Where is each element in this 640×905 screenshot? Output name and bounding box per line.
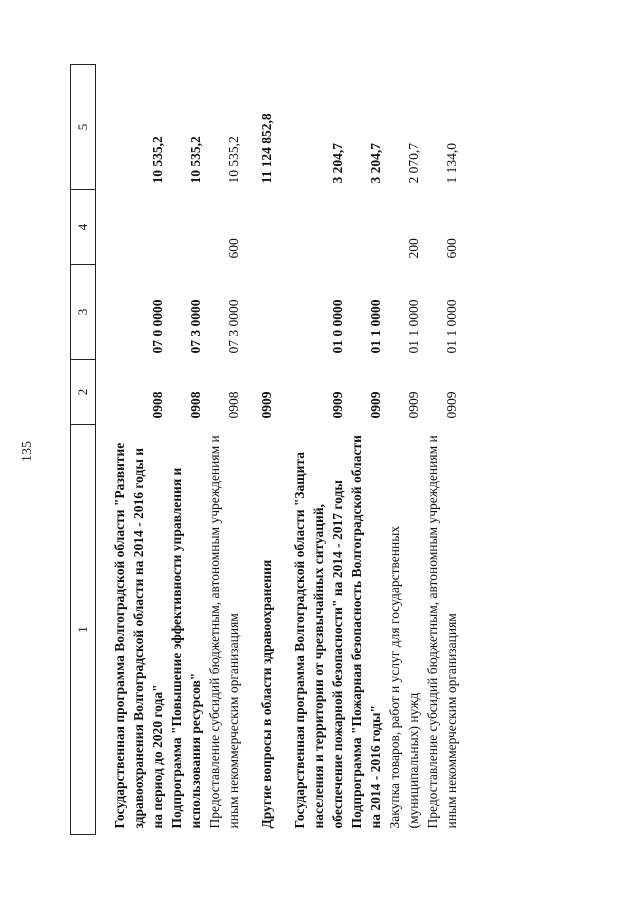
- row-type-cell: [290, 190, 347, 265]
- row-code-cell: 0908: [226, 391, 241, 419]
- header-row: [71, 65, 96, 835]
- row-amount-cell: 1 134,0: [444, 143, 459, 184]
- row-name-cell: Государственная программа Волгоградской области "Развитие здравоохранения Волгоградской области на 2014 - 2016 годы и на период до 2020 года": [112, 442, 165, 829]
- row-type-cell: [257, 190, 276, 265]
- table-row: [257, 65, 276, 835]
- row-name-cell: Подпрограмма "Пожарная безопасность Волгоградской области на 2014 - 2016 годы": [349, 435, 383, 829]
- table-row: [290, 65, 347, 835]
- row-type-cell: [347, 190, 385, 265]
- row-program-cell: 01 1 0000: [368, 299, 383, 354]
- budget-table: [70, 64, 461, 835]
- row-name-cell: Подпрограмма "Повышение эффективности управления и использования ресурсов": [169, 467, 203, 829]
- row-spacer: [243, 65, 257, 835]
- row-type-cell: 600: [444, 238, 459, 259]
- row-program-cell: [257, 265, 276, 360]
- table-row: [110, 65, 167, 835]
- row-amount-cell: 10 535,2: [188, 136, 203, 184]
- row-code-cell: 0909: [330, 391, 345, 419]
- row-name-cell: Закупка товаров, работ и услуг для государственных (муниципальных) нужд: [387, 525, 421, 829]
- header-col-5: 5: [71, 65, 96, 190]
- row-amount-cell: 2 070,7: [406, 143, 421, 184]
- row-amount-cell: 10 535,2: [226, 136, 241, 184]
- row-type-cell: 600: [226, 238, 241, 259]
- table-row: [167, 65, 205, 835]
- row-program-cell: 01 0 0000: [330, 299, 345, 354]
- row-amount-cell: 10 535,2: [150, 136, 165, 184]
- row-name-cell: Предоставление субсидий бюджетным, автономным учреждениям и иным некоммерческим организациям: [425, 435, 459, 829]
- rotated-table-frame: [70, 65, 610, 835]
- table-row: [423, 65, 461, 835]
- row-type-cell: 200: [406, 238, 421, 259]
- header-col-1: 1: [71, 425, 96, 835]
- row-amount-cell: 11 124 852,8: [259, 113, 274, 184]
- row-program-cell: 07 3 0000: [188, 299, 203, 354]
- row-spacer: [276, 65, 290, 835]
- row-code-cell: 0909: [259, 391, 274, 419]
- row-amount-cell: 3 204,7: [330, 143, 345, 184]
- row-code-cell: 0909: [444, 391, 459, 419]
- row-program-cell: 07 0 0000: [150, 299, 165, 354]
- table-row: [205, 65, 243, 835]
- row-program-cell: 07 3 0000: [226, 299, 241, 354]
- row-amount-cell: 3 204,7: [368, 143, 383, 184]
- row-spacer: [96, 65, 111, 835]
- row-name-cell: Другие вопросы в области здравоохранения: [259, 559, 274, 829]
- header-col-4: 4: [71, 190, 96, 265]
- table-row: [347, 65, 385, 835]
- row-type-cell: [167, 190, 205, 265]
- header-col-3: 3: [71, 265, 96, 360]
- row-program-cell: 01 1 0000: [444, 299, 459, 354]
- row-program-cell: 01 1 0000: [406, 299, 421, 354]
- row-type-cell: [110, 190, 167, 265]
- row-name-cell: Государственная программа Волгоградской области "Защита населения и территории от чрезвычайных ситуаций, обеспечение пожарной безопасности" на 2014 - 2017 годы: [292, 452, 345, 829]
- page-number: 135: [20, 441, 35, 462]
- row-name-cell: Предоставление субсидий бюджетным, автономным учреждениям и иным некоммерческим организациям: [207, 435, 241, 829]
- row-code-cell: 0909: [406, 391, 421, 419]
- row-code-cell: 0908: [150, 391, 165, 419]
- header-col-2: 2: [71, 360, 96, 425]
- table-row: [385, 65, 423, 835]
- row-code-cell: 0908: [188, 391, 203, 419]
- row-code-cell: 0909: [368, 391, 383, 419]
